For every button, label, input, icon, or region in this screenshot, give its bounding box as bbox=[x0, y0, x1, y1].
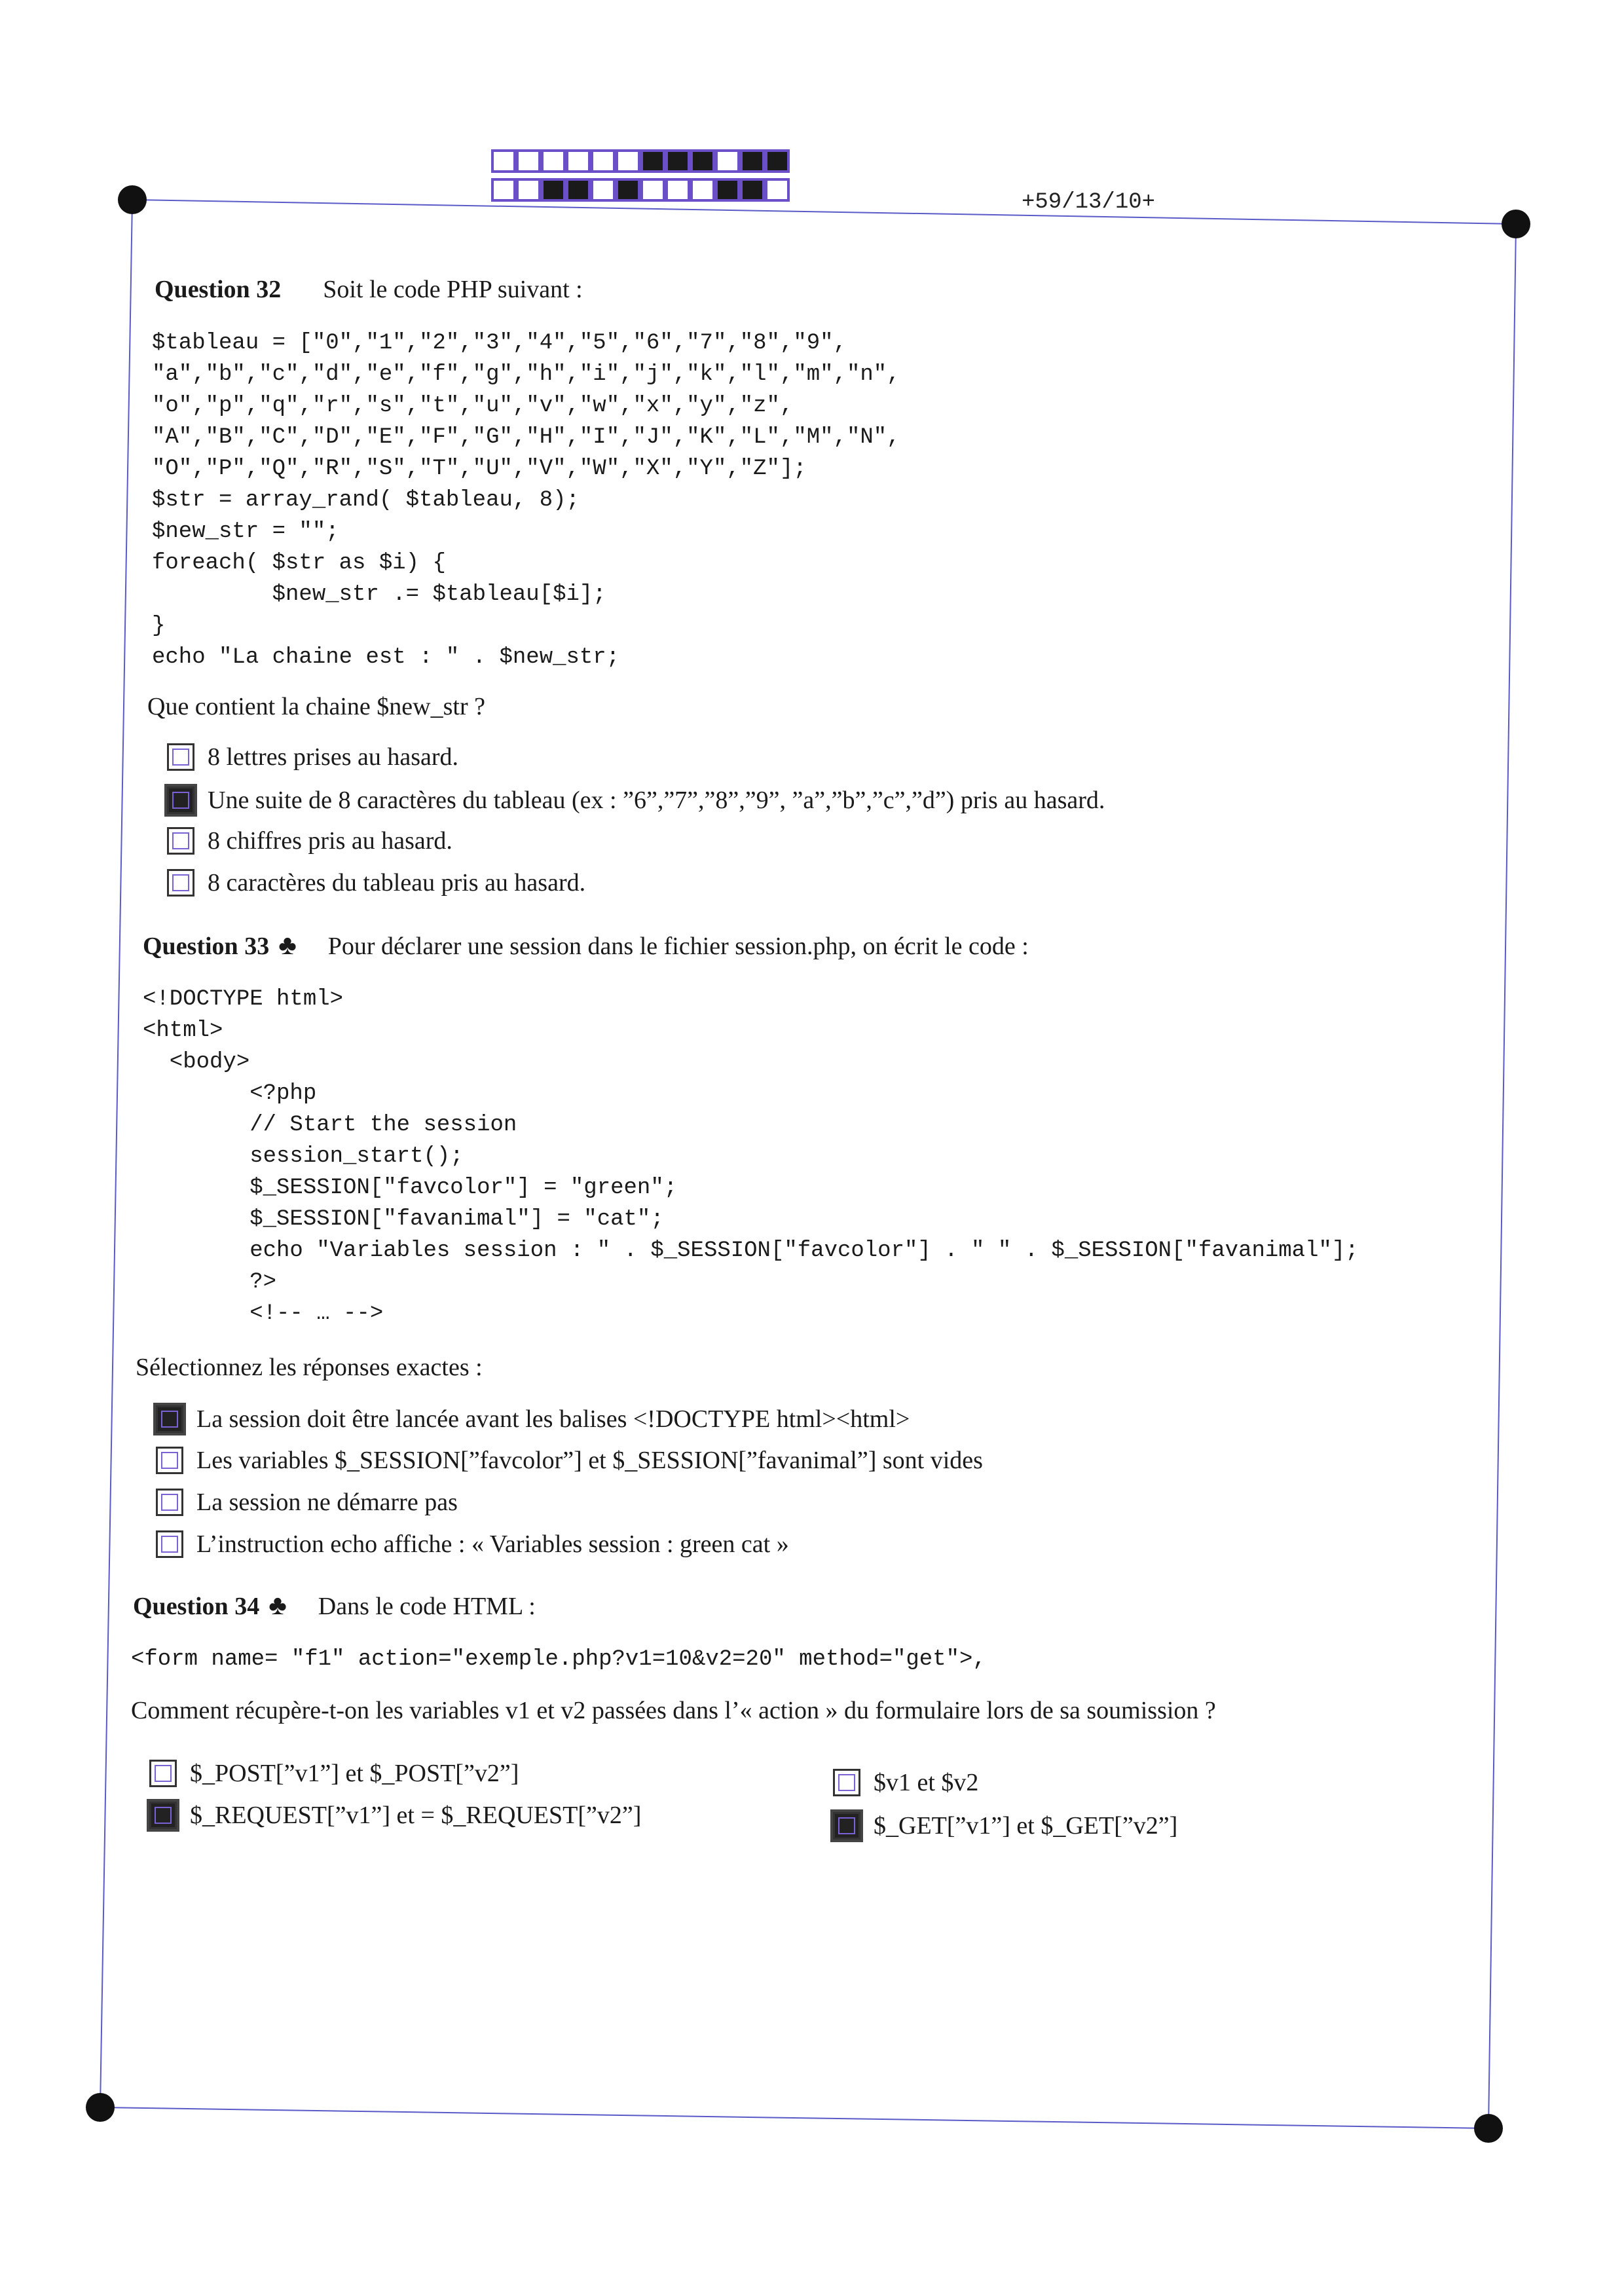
checkbox-checked[interactable] bbox=[149, 1802, 177, 1829]
question-33-prompt: Sélectionnez les réponses exactes : bbox=[136, 1354, 483, 1381]
corner-mark-bottom-right bbox=[1474, 2114, 1503, 2143]
question-34-code: <form name= "f1" action="exemple.php?v1=10&v2=20" method="get">, bbox=[131, 1647, 986, 1672]
question-title: Dans le code HTML : bbox=[318, 1593, 536, 1620]
checkbox[interactable] bbox=[156, 1530, 183, 1558]
question-title: Soit le code PHP suivant : bbox=[323, 276, 583, 303]
question-label: Question 34 bbox=[133, 1593, 260, 1620]
q33-option-1[interactable] bbox=[156, 1405, 910, 1434]
q33-option-4[interactable] bbox=[156, 1530, 789, 1559]
option-label: 8 chiffres pris au hasard. bbox=[208, 827, 452, 855]
option-label: $_POST[”v1”] et $_POST[”v2”] bbox=[190, 1760, 519, 1787]
option-label: $_GET[”v1”] et $_GET[”v2”] bbox=[874, 1812, 1178, 1840]
page-id: +59/13/10+ bbox=[1022, 190, 1156, 215]
option-label: 8 caractères du tableau pris au hasard. bbox=[208, 869, 586, 897]
corner-mark-bottom-left bbox=[86, 2093, 115, 2122]
corner-mark-top-left bbox=[118, 185, 147, 214]
q34-option-1[interactable] bbox=[149, 1759, 519, 1788]
question-32-code: $tableau = ["0","1","2","3","4","5","6","7","8","9", "a","b","c","d","e","f","g","h","i","j","k","l","m","n", "o","p","q","r","s","t","u","v","w","x","y","z", "A","B","C","D","E","F","G","H","I","J","K","L","M","N", "O","P","Q","R","S","T","U","V","W","X","Y","Z"]; $str = array_rand( $tableau, 8); $new_str = ""; foreach( $str as $i) { $new_str .= $tableau[$i]; } echo "La chaine est : " . $new_str; bbox=[152, 331, 900, 670]
question-34-prompt: Comment récupère-t-on les variables v1 et v2 passées dans l’« action » du formulaire lors de sa soumission ? bbox=[131, 1697, 1216, 1724]
checkbox[interactable] bbox=[167, 743, 194, 771]
question-label: Question 32 bbox=[155, 276, 282, 303]
q32-option-3[interactable] bbox=[167, 826, 452, 855]
q32-option-2[interactable] bbox=[167, 786, 1105, 815]
option-label: Les variables $_SESSION[”favcolor”] et $_SESSION[”favanimal”] sont vides bbox=[196, 1447, 983, 1474]
barcode-row-2 bbox=[491, 178, 790, 202]
question-title: Pour déclarer une session dans le fichier session.php, on écrit le code : bbox=[327, 933, 1029, 960]
option-label: $_REQUEST[”v1”] et = $_REQUEST[”v2”] bbox=[190, 1802, 642, 1829]
club-icon: ♣ bbox=[278, 931, 297, 961]
question-32-prompt: Que contient la chaine $new_str ? bbox=[147, 693, 485, 720]
option-label: La session doit être lancée avant les balises <!DOCTYPE html><html> bbox=[196, 1405, 910, 1433]
q34-option-2[interactable] bbox=[149, 1801, 641, 1830]
checkbox[interactable] bbox=[833, 1769, 860, 1796]
checkbox[interactable] bbox=[156, 1489, 183, 1516]
q34-option-4[interactable] bbox=[833, 1811, 1177, 1840]
club-icon: ♣ bbox=[268, 1591, 287, 1621]
checkbox-checked[interactable] bbox=[167, 787, 194, 814]
corner-mark-top-right bbox=[1502, 210, 1530, 238]
checkbox-checked[interactable] bbox=[156, 1405, 183, 1433]
question-label: Question 33 bbox=[143, 933, 270, 960]
q32-option-4[interactable] bbox=[167, 868, 585, 897]
q33-option-2[interactable] bbox=[156, 1446, 983, 1475]
question-32-header bbox=[155, 275, 583, 304]
option-label: Une suite de 8 caractères du tableau (ex : ”6”,”7”,”8”,”9”, ”a”,”b”,”c”,”d”) pris au hasard. bbox=[208, 787, 1105, 814]
option-label: La session ne démarre pas bbox=[196, 1489, 458, 1516]
q32-option-1[interactable] bbox=[167, 743, 458, 771]
barcode-row-1 bbox=[491, 149, 790, 173]
question-34-header bbox=[133, 1590, 536, 1621]
checkbox[interactable] bbox=[156, 1447, 183, 1474]
option-label: $v1 et $v2 bbox=[874, 1769, 979, 1796]
question-33-code: <!DOCTYPE html> <html> <body> <?php // Start the session session_start(); $_SESSION["favcolor"] = "green"; $_SESSION["favanimal"] = "cat"; echo "Variables session : " . $_SESSION["favcolor"] . " " . $_SESSION["favanimal"]; ?> <!-- … --> bbox=[143, 987, 1359, 1326]
q34-option-3[interactable] bbox=[833, 1768, 978, 1797]
checkbox[interactable] bbox=[149, 1760, 177, 1787]
checkbox[interactable] bbox=[167, 869, 194, 897]
option-label: L’instruction echo affiche : « Variables session : green cat » bbox=[196, 1530, 789, 1558]
checkbox-checked[interactable] bbox=[833, 1812, 860, 1840]
checkbox[interactable] bbox=[167, 827, 194, 855]
option-label: 8 lettres prises au hasard. bbox=[208, 743, 459, 771]
q33-option-3[interactable] bbox=[156, 1488, 458, 1517]
question-33-header bbox=[143, 930, 1029, 961]
